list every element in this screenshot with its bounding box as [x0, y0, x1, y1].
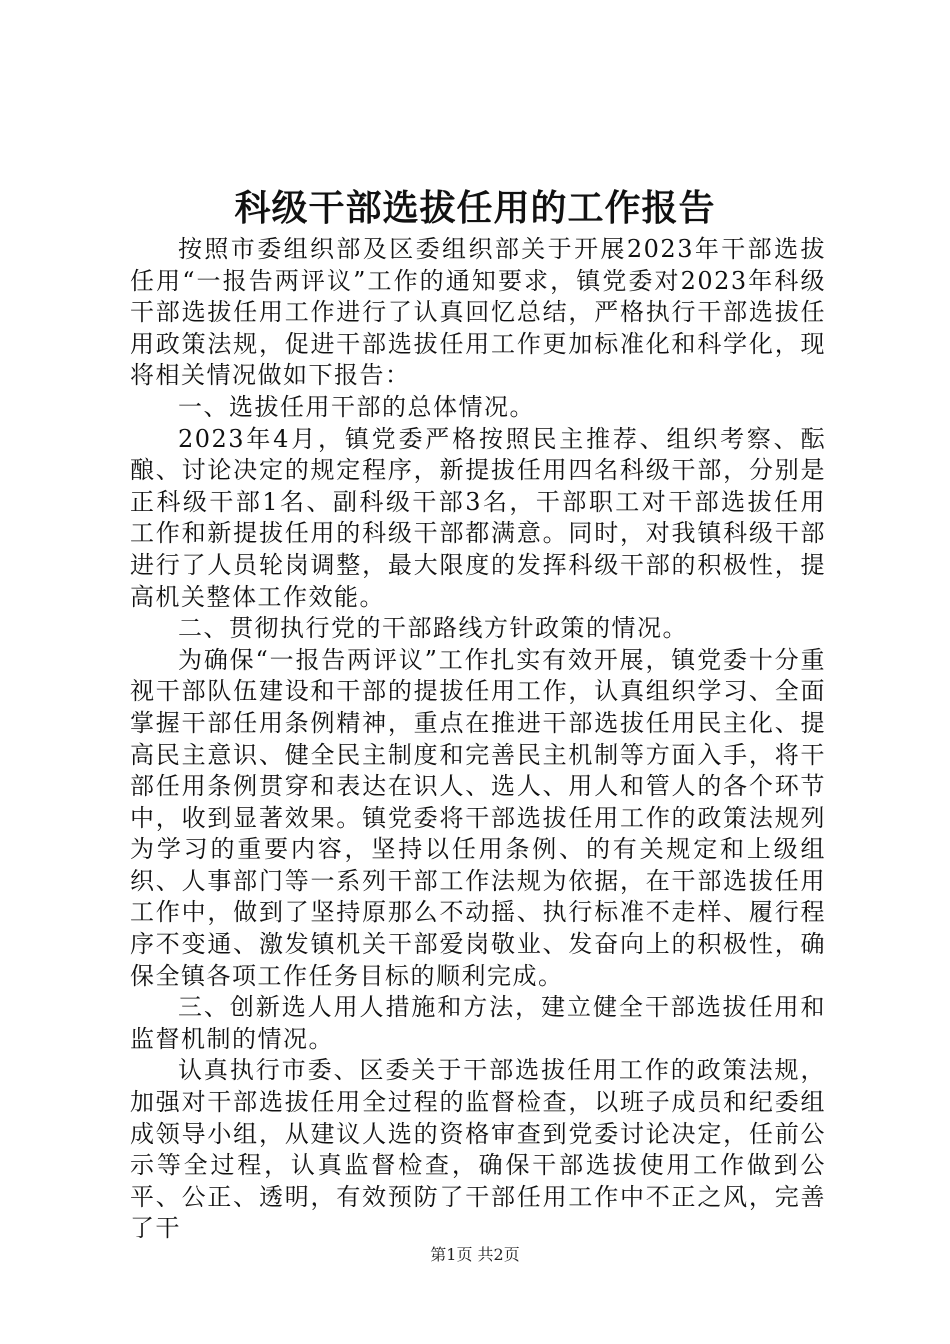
- section-paragraph-2: 为确保“一报告两评议”工作扎实有效开展，镇党委十分重视干部队伍建设和干部的提拔任用工作，认真组织学习、全面掌握干部任用条例精神，重点在推进干部选拔任用民主化、提高民主意识、健全民主制度和完善民主机制等方面入手，将干部任用条例贯穿和表达在识人、选人、用人和管人的各个环节中，收到显著效果。镇党委将干部选拔任用工作的政策法规列为学习的重要内容，坚持以任用条例、的有关规定和上级组织、人事部门等一系列干部工作法规为依据，在干部选拔任用工作中，做到了坚持原那么不动摇、执行标准不走样、履行程序不变通、激发镇机关干部爱岗敬业、发奋向上的积极性，确保全镇各项工作任务目标的顺利完成。: [130, 645, 826, 990]
- section-paragraph-3: 认真执行市委、区委关于干部选拔任用工作的政策法规，加强对干部选拔任用全过程的监督检查，以班子成员和纪委组成领导小组，从建议人选的资格审查到党委讨论决定，任前公示等全过程，认真监督检查，确保干部选拔使用工作做到公平、公正、透明，有效预防了干部任用工作中不正之风，完善了干: [130, 1056, 826, 1243]
- intro-paragraph: 按照市委组织部及区委组织部关于开展2023年干部选拔任用“一报告两评议”工作的通知要求，镇党委对2023年科级干部选拔任用工作进行了认真回忆总结，严格执行干部选拔任用政策法规，促进干部选拔任用工作更加标准化和科学化，现将相关情况做如下报告：: [130, 235, 826, 390]
- page-footer: 第1页 共2页: [430, 1245, 520, 1264]
- document-title: 科级干部选拔任用的工作报告: [234, 187, 716, 229]
- section-heading-3: 三、创新选人用人措施和方法，建立健全干部选拔任用和监督机制的情况。: [130, 993, 826, 1053]
- section-paragraph-1: 2023年4月，镇党委严格按照民主推荐、组织考察、酝酿、讨论决定的规定程序，新提拔任用四名科级干部，分别是正科级干部1名、副科级干部3名，干部职工对干部选拔任用工作和新提拔任用的科级干部都满意。同时，对我镇科级干部进行了人员轮岗调整，最大限度的发挥科级干部的积极性，提高机关整体工作效能。: [130, 424, 826, 611]
- section-heading-1: 一、选拔任用干部的总体情况。: [178, 392, 535, 421]
- section-heading-2: 二、贯彻执行党的干部路线方针政策的情况。: [178, 614, 688, 643]
- document-body: [130, 234, 826, 1245]
